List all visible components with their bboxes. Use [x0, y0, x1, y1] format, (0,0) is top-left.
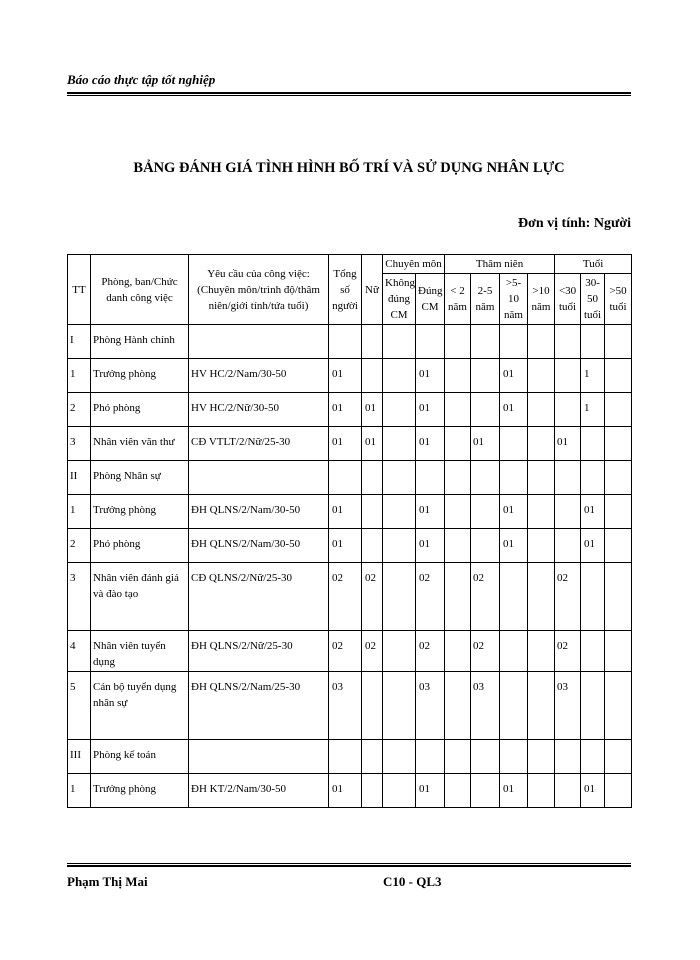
cell-gt50	[605, 672, 632, 740]
cell-requirement	[189, 325, 329, 359]
cell-gt10	[528, 359, 555, 393]
cell-lt2	[445, 393, 471, 427]
cell-y2-5	[471, 325, 500, 359]
cell-not-major	[383, 393, 416, 427]
cell-position: Phòng Nhân sự	[91, 461, 189, 495]
cell-not-major	[383, 325, 416, 359]
report-header-title: Báo cáo thực tập tốt nghiệp	[67, 72, 216, 87]
header-female: Nữ	[362, 255, 383, 325]
cell-not-major	[383, 529, 416, 563]
cell-lt2	[445, 495, 471, 529]
cell-female	[362, 672, 383, 740]
header-group-seniority: Thâm niên	[445, 255, 555, 274]
footer-rule-thick	[67, 865, 631, 867]
cell-y2-5	[471, 529, 500, 563]
cell-y5-10: 01	[500, 393, 528, 427]
table-row	[68, 563, 632, 631]
cell-not-major	[383, 672, 416, 740]
cell-y5-10	[500, 325, 528, 359]
cell-female: 01	[362, 427, 383, 461]
cell-position: Phó phòng	[91, 393, 189, 427]
cell-a30-50	[581, 740, 605, 774]
table-row	[68, 359, 632, 393]
cell-female	[362, 529, 383, 563]
cell-lt2	[445, 529, 471, 563]
header-30-50: 30- 50 tuổi	[581, 274, 605, 325]
cell-y5-10	[500, 427, 528, 461]
cell-lt2	[445, 774, 471, 808]
cell-not-major	[383, 631, 416, 672]
cell-gt10	[528, 495, 555, 529]
cell-total	[329, 461, 362, 495]
cell-requirement: ĐH KT/2/Nam/30-50	[189, 774, 329, 808]
cell-lt30: 03	[555, 672, 581, 740]
cell-position: Trưởng phòng	[91, 359, 189, 393]
cell-y2-5: 03	[471, 672, 500, 740]
cell-major: 01	[416, 393, 445, 427]
cell-total	[329, 740, 362, 774]
cell-lt30	[555, 325, 581, 359]
cell-total: 01	[329, 495, 362, 529]
cell-major: 01	[416, 495, 445, 529]
cell-position: Trưởng phòng	[91, 495, 189, 529]
cell-lt30: 02	[555, 563, 581, 631]
cell-lt30	[555, 740, 581, 774]
cell-female	[362, 740, 383, 774]
cell-a30-50: 1	[581, 393, 605, 427]
cell-position: Phòng Hành chính	[91, 325, 189, 359]
table-row	[68, 672, 632, 740]
cell-major: 01	[416, 529, 445, 563]
table-row	[68, 427, 632, 461]
table-row	[68, 631, 632, 672]
cell-female: 01	[362, 393, 383, 427]
cell-lt2	[445, 563, 471, 631]
cell-y2-5	[471, 461, 500, 495]
header-group-major: Chuyên môn	[383, 255, 445, 274]
cell-total: 01	[329, 427, 362, 461]
cell-gt50	[605, 427, 632, 461]
cell-y5-10	[500, 461, 528, 495]
cell-y5-10: 01	[500, 359, 528, 393]
cell-y5-10: 01	[500, 495, 528, 529]
cell-a30-50: 01	[581, 495, 605, 529]
header-tt: TT	[68, 255, 91, 325]
cell-total: 02	[329, 631, 362, 672]
cell-requirement: HV HC/2/Nam/30-50	[189, 359, 329, 393]
cell-lt30	[555, 393, 581, 427]
cell-gt50	[605, 740, 632, 774]
cell-gt10	[528, 672, 555, 740]
header-group-age: Tuổi	[555, 255, 632, 274]
cell-gt10	[528, 393, 555, 427]
cell-total: 02	[329, 563, 362, 631]
unit-label: Đơn vị tính: Người	[518, 216, 631, 231]
cell-position: Cán bộ tuyển dụng nhân sự	[91, 672, 189, 740]
cell-gt10	[528, 325, 555, 359]
header-rule-thin	[67, 95, 631, 96]
cell-not-major	[383, 495, 416, 529]
cell-major	[416, 740, 445, 774]
cell-position: Phó phòng	[91, 529, 189, 563]
cell-tt: 1	[68, 774, 91, 808]
cell-gt10	[528, 631, 555, 672]
cell-female	[362, 359, 383, 393]
cell-not-major	[383, 427, 416, 461]
cell-total: 01	[329, 529, 362, 563]
cell-tt: 1	[68, 359, 91, 393]
cell-total: 01	[329, 393, 362, 427]
cell-a30-50: 01	[581, 529, 605, 563]
cell-lt30	[555, 529, 581, 563]
table-row	[68, 325, 632, 359]
cell-position: Trưởng phòng	[91, 774, 189, 808]
header-not-major: Không đúng CM	[383, 274, 416, 325]
header-total: Tổng số người	[329, 255, 362, 325]
cell-position: Nhân viên văn thư	[91, 427, 189, 461]
header-major: Đúng CM	[416, 274, 445, 325]
header-2-5: 2-5 năm	[471, 274, 500, 325]
cell-requirement	[189, 461, 329, 495]
cell-gt50	[605, 563, 632, 631]
cell-total: 01	[329, 359, 362, 393]
header-position: Phòng, ban/Chức danh công việc	[91, 255, 189, 325]
cell-female	[362, 325, 383, 359]
header-5-10: >5- 10 năm	[500, 274, 528, 325]
cell-lt2	[445, 325, 471, 359]
table-body	[68, 325, 632, 808]
cell-gt50	[605, 359, 632, 393]
table-row	[68, 740, 632, 774]
cell-major: 02	[416, 631, 445, 672]
cell-not-major	[383, 563, 416, 631]
cell-major	[416, 325, 445, 359]
cell-tt: 4	[68, 631, 91, 672]
cell-lt30: 01	[555, 427, 581, 461]
header-lt2: < 2 năm	[445, 274, 471, 325]
cell-tt: 2	[68, 529, 91, 563]
cell-major: 01	[416, 774, 445, 808]
cell-position: Nhân viên tuyển dụng	[91, 631, 189, 672]
cell-y5-10	[500, 563, 528, 631]
header-gt10: >10 năm	[528, 274, 555, 325]
cell-requirement: ĐH QLNS/2/Nam/30-50	[189, 495, 329, 529]
cell-gt10	[528, 740, 555, 774]
cell-total	[329, 325, 362, 359]
cell-gt50	[605, 774, 632, 808]
cell-y2-5: 02	[471, 563, 500, 631]
cell-not-major	[383, 740, 416, 774]
cell-major: 02	[416, 563, 445, 631]
cell-y2-5	[471, 774, 500, 808]
cell-y5-10: 01	[500, 529, 528, 563]
cell-y2-5: 02	[471, 631, 500, 672]
cell-lt30	[555, 359, 581, 393]
cell-lt2	[445, 672, 471, 740]
cell-y5-10	[500, 672, 528, 740]
cell-y2-5	[471, 495, 500, 529]
cell-y5-10	[500, 631, 528, 672]
cell-y2-5	[471, 393, 500, 427]
cell-tt: 2	[68, 393, 91, 427]
cell-lt2	[445, 461, 471, 495]
cell-y2-5	[471, 740, 500, 774]
header-gt50: >50 tuổi	[605, 274, 632, 325]
cell-a30-50	[581, 672, 605, 740]
cell-a30-50: 01	[581, 774, 605, 808]
header-requirement: Yêu cầu của công việc: (Chuyên môn/trình độ/thâm niên/giới tính/tứa tuổi)	[189, 255, 329, 325]
cell-lt2	[445, 359, 471, 393]
cell-gt50	[605, 393, 632, 427]
cell-requirement	[189, 740, 329, 774]
table-row	[68, 495, 632, 529]
cell-a30-50	[581, 461, 605, 495]
cell-requirement: HV HC/2/Nữ/30-50	[189, 393, 329, 427]
cell-lt30	[555, 495, 581, 529]
cell-gt50	[605, 325, 632, 359]
cell-lt30: 02	[555, 631, 581, 672]
cell-y2-5: 01	[471, 427, 500, 461]
footer-author: Phạm Thị Mai	[67, 874, 148, 889]
table-header-group-row	[68, 255, 632, 274]
cell-tt: II	[68, 461, 91, 495]
cell-tt: III	[68, 740, 91, 774]
cell-female: 02	[362, 563, 383, 631]
table-row	[68, 774, 632, 808]
cell-major: 01	[416, 359, 445, 393]
header-rule-thick	[67, 92, 631, 94]
cell-major: 03	[416, 672, 445, 740]
cell-y2-5	[471, 359, 500, 393]
cell-gt10	[528, 529, 555, 563]
cell-not-major	[383, 774, 416, 808]
cell-gt50	[605, 631, 632, 672]
footer-class-code: C10 - QL3	[383, 874, 442, 889]
cell-major: 01	[416, 427, 445, 461]
header-lt30: <30 tuổi	[555, 274, 581, 325]
cell-a30-50: 1	[581, 359, 605, 393]
cell-not-major	[383, 461, 416, 495]
cell-tt: 3	[68, 563, 91, 631]
table-row	[68, 529, 632, 563]
cell-gt50	[605, 495, 632, 529]
cell-a30-50	[581, 325, 605, 359]
cell-position: Nhân viên đánh giá và đào tạo	[91, 563, 189, 631]
cell-tt: 3	[68, 427, 91, 461]
footer-rule-thin	[67, 863, 631, 864]
cell-y5-10	[500, 740, 528, 774]
cell-position: Phòng kế toán	[91, 740, 189, 774]
cell-lt30	[555, 461, 581, 495]
cell-not-major	[383, 359, 416, 393]
cell-a30-50	[581, 427, 605, 461]
cell-gt10	[528, 774, 555, 808]
cell-tt: 1	[68, 495, 91, 529]
cell-lt30	[555, 774, 581, 808]
table-row	[68, 461, 632, 495]
cell-female: 02	[362, 631, 383, 672]
cell-total: 01	[329, 774, 362, 808]
page-title: BẢNG ĐÁNH GIÁ TÌNH HÌNH BỐ TRÍ VÀ SỬ DỤNG NHÂN LỰC	[133, 160, 565, 176]
staffing-table	[67, 254, 632, 808]
cell-requirement: CĐ QLNS/2/Nữ/25-30	[189, 563, 329, 631]
cell-gt10	[528, 427, 555, 461]
cell-female	[362, 461, 383, 495]
cell-female	[362, 774, 383, 808]
cell-y5-10: 01	[500, 774, 528, 808]
cell-female	[362, 495, 383, 529]
cell-tt: 5	[68, 672, 91, 740]
cell-total: 03	[329, 672, 362, 740]
cell-requirement: ĐH QLNS/2/Nam/25-30	[189, 672, 329, 740]
cell-gt10	[528, 563, 555, 631]
cell-gt50	[605, 529, 632, 563]
table-row	[68, 393, 632, 427]
cell-lt2	[445, 427, 471, 461]
cell-lt2	[445, 631, 471, 672]
cell-requirement: ĐH QLNS/2/Nữ/25-30	[189, 631, 329, 672]
cell-a30-50	[581, 631, 605, 672]
cell-requirement: CĐ VTLT/2/Nữ/25-30	[189, 427, 329, 461]
cell-a30-50	[581, 563, 605, 631]
cell-tt: I	[68, 325, 91, 359]
cell-gt50	[605, 461, 632, 495]
cell-requirement: ĐH QLNS/2/Nam/30-50	[189, 529, 329, 563]
cell-major	[416, 461, 445, 495]
cell-gt10	[528, 461, 555, 495]
cell-lt2	[445, 740, 471, 774]
